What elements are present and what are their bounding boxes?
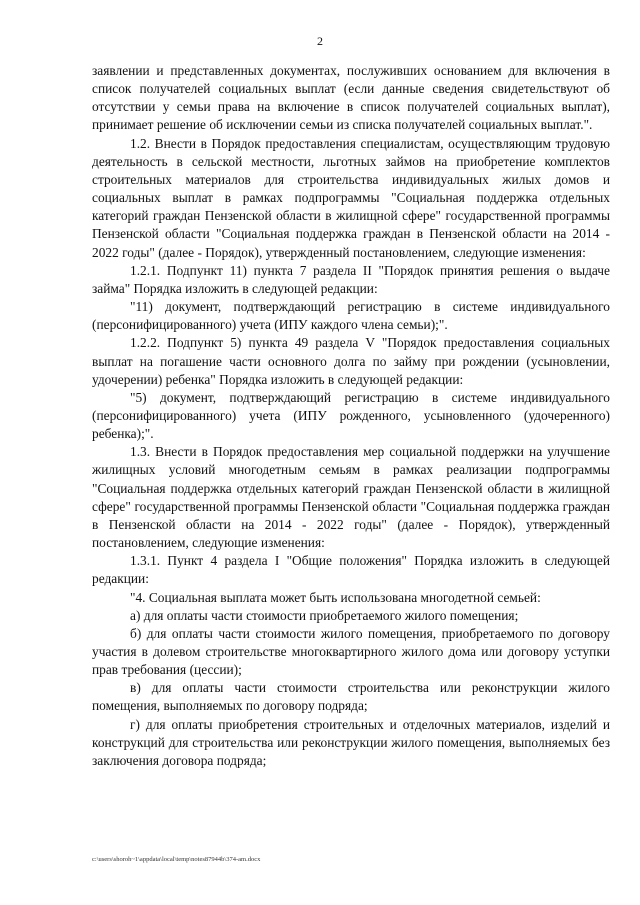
paragraph: а) для оплаты части стоимости приобретаемого жилого помещения; [130, 607, 519, 623]
paragraph: 1.2. Внести в Порядок предоставления специалистам, осуществляющим трудовую деятельность в сельской местности, льготных займов на приобретение комплектов строительных материалов для строительства индивидуальных жилых домов и социальных выплат в рамках подпрограммы "Социальная поддержка отдельных категорий граждан Пензенской области в жилищной сфере" государственной программы Пензенской области "Социальная поддержка граждан в Пензенской области на 2014 - 2022 годы" (далее - Порядок), утвержденный постановлением, следующие изменения: [92, 135, 610, 260]
paragraph: "4. Социальная выплата может быть использована многодетной семьей: [130, 589, 541, 605]
document-body [92, 62, 610, 770]
paragraph: 1.3.1. Пункт 4 раздела I "Общие положения" Порядка изложить в следующей редакции: [92, 553, 610, 587]
paragraph: 1.3. Внести в Порядок предоставления мер социальной поддержки на улучшение жилищных условий многодетным семьям в рамках реализации подпрограммы "Социальная поддержка отдельных категорий граждан Пензенской области в жилищной сфере" государственной программы Пензенской области "Социальная поддержка граждан в Пензенской области на 2014 - 2022 годы" (далее - Порядок), утвержденный постановлением, следующие изменения: [92, 444, 610, 551]
paragraph: в) для оплаты части стоимости строительства или реконструкции жилого помещения, выполняемых по договору подряда; [92, 680, 610, 714]
paragraph: "11) документ, подтверждающий регистрацию в системе индивидуального (персонифицированного) учета (ИПУ каждого члена семьи);". [92, 299, 610, 333]
footer-file-path: c:\users\shoroh~1\appdata\local\temp\notes87944b\374-am.docx [92, 856, 261, 863]
paragraph: 1.2.1. Подпункт 11) пункта 7 раздела II "Порядок принятия решения о выдаче займа" Порядка изложить в следующей редакции: [92, 262, 610, 296]
paragraph: заявлении и представленных документах, послуживших основанием для включения в список получателей социальных выплат (если данные сведения свидетельствуют об отсутствии у семьи права на включение в список получателей социальных выплат), принимает решение об исключении семьи из списка получателей социальных выплат.". [92, 63, 610, 133]
paragraph: 1.2.2. Подпункт 5) пункта 49 раздела V "Порядок предоставления социальных выплат на погашение части основного долга по займу при рождении (усыновлении, удочерении) ребенка" Порядка изложить в следующей редакции: [92, 335, 610, 387]
paragraph: б) для оплаты части стоимости жилого помещения, приобретаемого по договору участия в долевом строительстве многоквартирного жилого дома или договору уступки прав требования (цессии); [92, 625, 610, 678]
paragraph: "5) документ, подтверждающий регистрацию в системе индивидуального (персонифицированного) учета (ИПУ рожденного, усыновленного (удочеренного) ребенка);". [92, 389, 610, 442]
page-number: 2 [317, 34, 323, 48]
paragraph: г) для оплаты приобретения строительных и отделочных материалов, изделий и конструкций для строительства или реконструкции жилого помещения, выполняемых без заключения договора подряда; [92, 716, 610, 768]
